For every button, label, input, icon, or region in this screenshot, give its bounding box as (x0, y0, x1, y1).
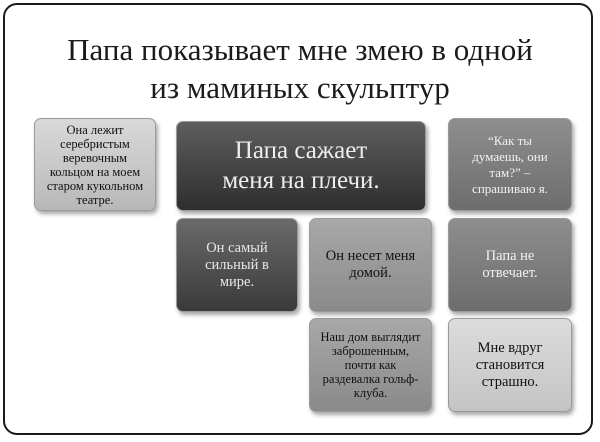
box-strongest-text: Он самый сильный в мире. (205, 239, 269, 290)
box-no-answer-text: Папа не отвечает. (482, 248, 538, 281)
box-house-abandoned-text: Наш дом выглядит заброшенным, почти как раздевалка гольф-клуба. (320, 330, 421, 400)
slide-title (15, 31, 585, 107)
box-snake-on-theater-text: Она лежит серебристым веревочным кольцом на моем старом кукольном театре. (46, 122, 144, 207)
title-line-1: Папа показывает мне змею в одной (67, 32, 533, 67)
slide-frame (3, 3, 593, 435)
box-house-abandoned (309, 318, 432, 412)
title-line-2: из маминых скульптур (150, 70, 450, 105)
box-dad-lifts-me (176, 121, 426, 211)
box-strongest (176, 218, 298, 312)
box-suddenly-scared (448, 318, 572, 412)
box-carries-home (309, 218, 432, 312)
box-suddenly-scared-text: Мне вдруг становится страшно. (475, 339, 545, 390)
box-are-they-there-text: “Как ты думаешь, они там?” – спрашиваю я. (472, 132, 548, 196)
box-snake-on-theater (34, 118, 156, 211)
box-no-answer (448, 218, 572, 312)
box-are-they-there (448, 118, 572, 211)
box-dad-lifts-me-text: Папа сажает меня на плечи. (222, 137, 380, 194)
box-carries-home-text: Он несет меня домой. (325, 248, 416, 281)
